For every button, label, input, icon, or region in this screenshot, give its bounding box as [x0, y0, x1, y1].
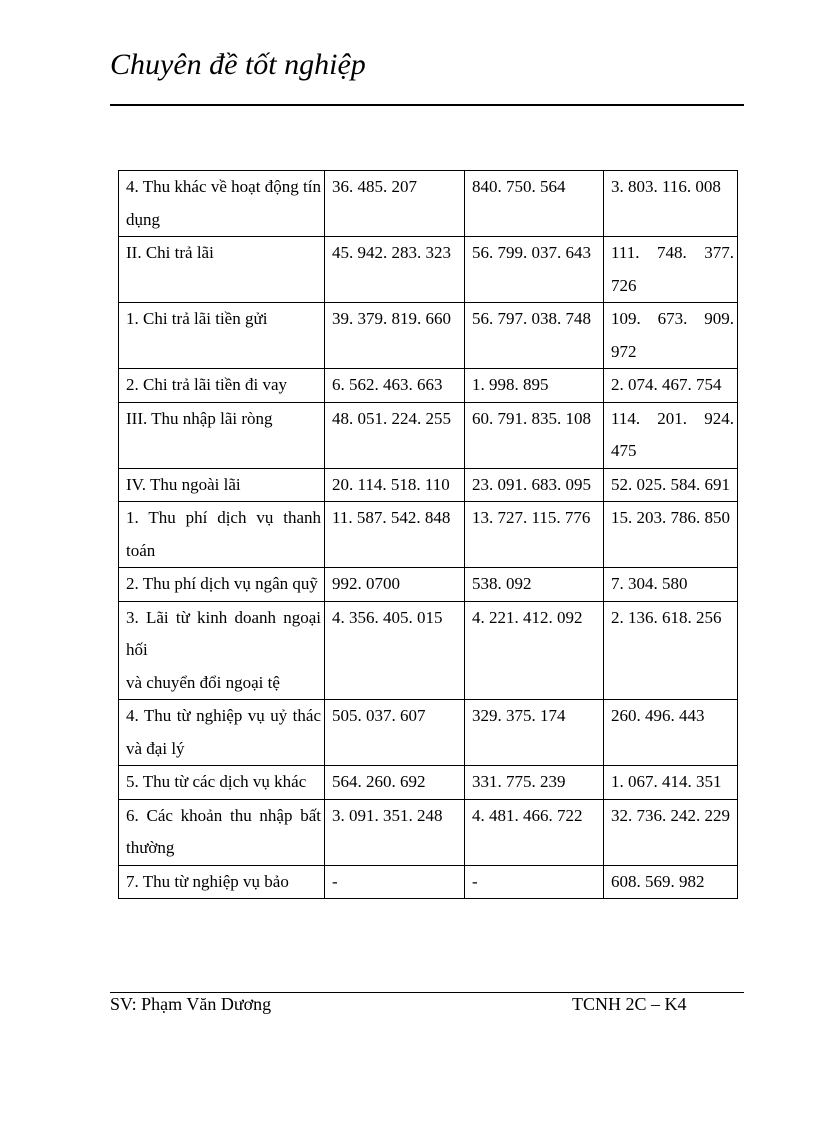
- row-label-cell: [119, 369, 325, 403]
- row-label-cell: [119, 799, 325, 865]
- row-label-cell: [119, 402, 325, 468]
- value-cell-col3: 52. 025. 584. 691: [604, 468, 738, 502]
- row-label: 4. Thu khác về hoạt động tín dụng: [126, 177, 321, 229]
- value-cell-col1: 11. 587. 542. 848: [325, 502, 465, 568]
- table-row: [119, 766, 738, 800]
- row-label: 2. Chi trả lãi tiền đi vay: [126, 375, 287, 394]
- value-cell-col1: -: [325, 865, 465, 899]
- row-label-cell: [119, 502, 325, 568]
- value-cell-col2: 56. 797. 038. 748: [465, 303, 604, 369]
- table-row: [119, 402, 738, 468]
- row-label: II. Chi trả lãi: [126, 243, 214, 262]
- row-label-cell: [119, 766, 325, 800]
- value-cell-col3: 1. 067. 414. 351: [604, 766, 738, 800]
- table-row: [119, 369, 738, 403]
- table-row: [119, 468, 738, 502]
- row-label: 7. Thu từ nghiệp vụ bảo: [126, 871, 289, 891]
- row-label: và chuyển đổi ngoại tệ: [126, 672, 280, 692]
- row-label-cell: [119, 568, 325, 602]
- value-cell-col2: 840. 750. 564: [465, 171, 604, 237]
- value-cell-col1: 564. 260. 692: [325, 766, 465, 800]
- value-cell-col1: 4. 356. 405. 015: [325, 601, 465, 700]
- value-cell-col3: 15. 203. 786. 850: [604, 502, 738, 568]
- table-row: [119, 865, 738, 899]
- row-label-cell: [119, 601, 325, 700]
- value-cell-col3: 7. 304. 580: [604, 568, 738, 602]
- row-label: 1. Chi trả lãi tiền gửi: [126, 309, 268, 328]
- value-cell-col3: 2. 136. 618. 256: [604, 601, 738, 700]
- footer-divider: [110, 992, 744, 993]
- row-label: 4. Thu từ nghiệp vụ uỷ thác và đại lý: [126, 706, 321, 758]
- table-row: [119, 799, 738, 865]
- value-cell-col1: 6. 562. 463. 663: [325, 369, 465, 403]
- value-cell-col2: 331. 775. 239: [465, 766, 604, 800]
- value-cell-col2: 23. 091. 683. 095: [465, 468, 604, 502]
- row-label: 1. Thu phí dịch vụ thanh toán: [126, 508, 321, 560]
- value-cell-col2: 1. 998. 895: [465, 369, 604, 403]
- table-row: [119, 568, 738, 602]
- value-cell-col2: 56. 799. 037. 643: [465, 237, 604, 303]
- row-label-cell: [119, 865, 325, 899]
- row-label-cell: [119, 468, 325, 502]
- value-cell-col1: 3. 091. 351. 248: [325, 799, 465, 865]
- table-row: [119, 700, 738, 766]
- value-cell-col3: 608. 569. 982: [604, 865, 738, 899]
- income-table-body: [119, 171, 738, 899]
- footer-class-code: TCNH 2C – K4: [572, 994, 687, 1014]
- value-cell-col1: 39. 379. 819. 660: [325, 303, 465, 369]
- value-cell-col1: 505. 037. 607: [325, 700, 465, 766]
- value-cell-col3: 2. 074. 467. 754: [604, 369, 738, 403]
- value-cell-col2: 13. 727. 115. 776: [465, 502, 604, 568]
- row-label: 3. Lãi từ kinh doanh ngoại hối: [126, 607, 321, 659]
- table-row: [119, 171, 738, 237]
- header-divider: [110, 104, 744, 106]
- row-label-cell: [119, 237, 325, 303]
- row-label-cell: [119, 303, 325, 369]
- value-cell-col1: 36. 485. 207: [325, 171, 465, 237]
- footer-student-name: SV: Phạm Văn Dương: [110, 994, 272, 1014]
- value-cell-col3: 3. 803. 116. 008: [604, 171, 738, 237]
- row-label: III. Thu nhập lãi ròng: [126, 408, 273, 428]
- value-cell-col2: 4. 221. 412. 092: [465, 601, 604, 700]
- value-cell-col2: 60. 791. 835. 108: [465, 402, 604, 468]
- value-cell-col1: 20. 114. 518. 110: [325, 468, 465, 502]
- value-cell-col1: 45. 942. 283. 323: [325, 237, 465, 303]
- row-label: 2. Thu phí dịch vụ ngân quỹ: [126, 574, 318, 593]
- row-label-cell: [119, 171, 325, 237]
- value-cell-col3: 111. 748. 377. 726: [604, 237, 738, 303]
- value-cell-col2: 329. 375. 174: [465, 700, 604, 766]
- row-label: IV. Thu ngoài lãi: [126, 474, 241, 494]
- value-cell-col2: -: [465, 865, 604, 899]
- income-table: [118, 170, 738, 899]
- row-label-cell: [119, 700, 325, 766]
- value-cell-col1: 992. 0700: [325, 568, 465, 602]
- table-row: [119, 502, 738, 568]
- table-row: [119, 601, 738, 700]
- value-cell-col1: 48. 051. 224. 255: [325, 402, 465, 468]
- value-cell-col3: 260. 496. 443: [604, 700, 738, 766]
- row-label: 6. Các khoản thu nhập bất thường: [126, 805, 321, 857]
- value-cell-col3: 32. 736. 242. 229: [604, 799, 738, 865]
- value-cell-col3: 109. 673. 909. 972: [604, 303, 738, 369]
- page-header-title: Chuyên đề tốt nghiệp: [110, 48, 366, 81]
- table-row: [119, 237, 738, 303]
- value-cell-col2: 4. 481. 466. 722: [465, 799, 604, 865]
- value-cell-col2: 538. 092: [465, 568, 604, 602]
- table-row: [119, 303, 738, 369]
- value-cell-col3: 114. 201. 924. 475: [604, 402, 738, 468]
- row-label: 5. Thu từ các dịch vụ khác: [126, 772, 307, 791]
